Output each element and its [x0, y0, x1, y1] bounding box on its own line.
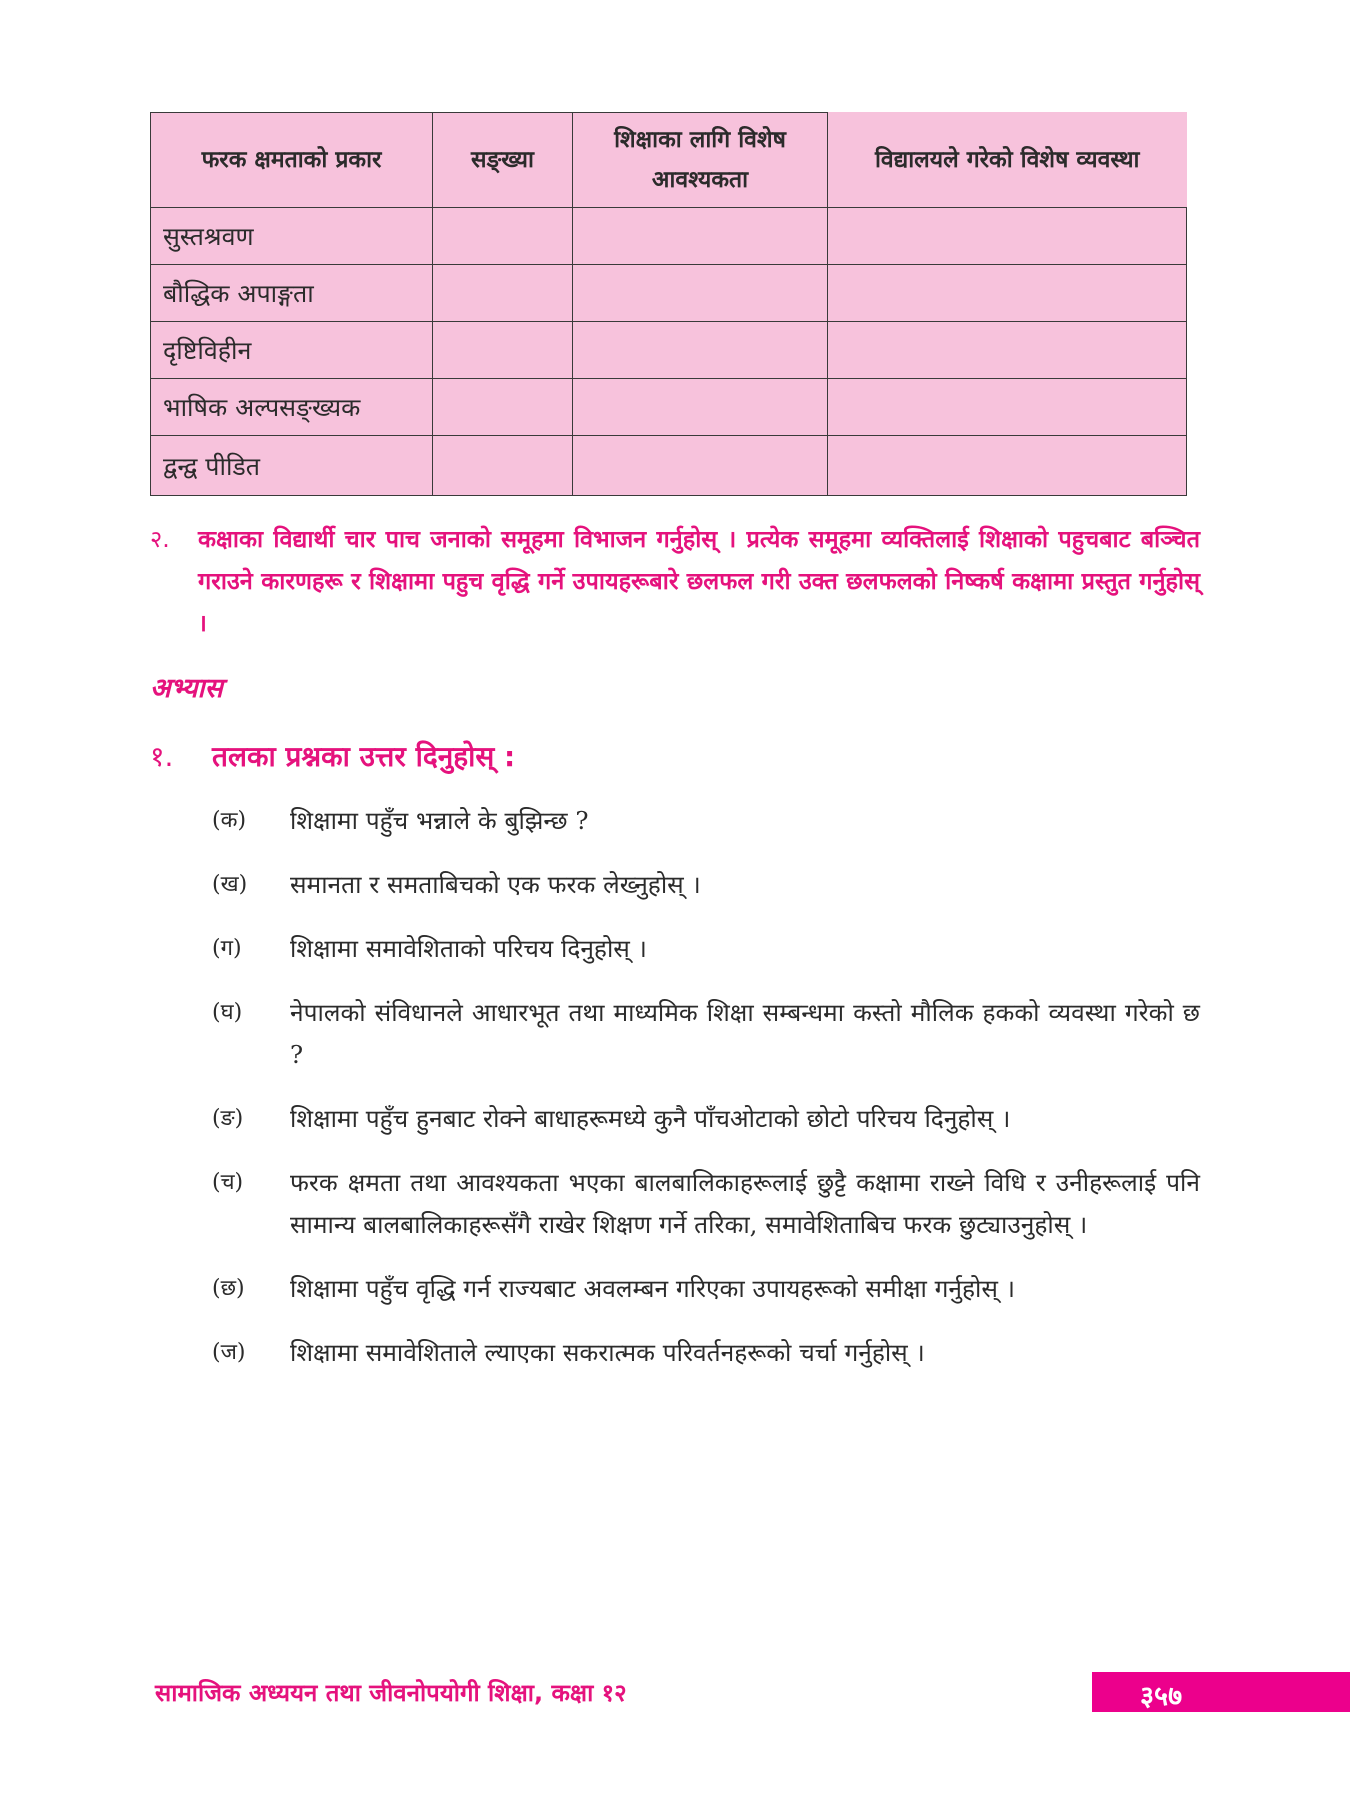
question-text: शिक्षामा समावेशिताले ल्याएका सकरात्मक परिवर्तनहरूको चर्चा गर्नुहोस् । [290, 1338, 925, 1367]
footer-book-title: सामाजिक अध्ययन तथा जीवनोपयोगी शिक्षा, कक्षा १२ [155, 1679, 627, 1707]
question-text: शिक्षामा पहुँच भन्नाले के बुझिन्छ ? [290, 806, 589, 835]
activity-2-number: २. [150, 525, 170, 553]
list-item [212, 1268, 1200, 1310]
table-row [151, 265, 1187, 322]
page-number-badge [1092, 1672, 1350, 1712]
cell-count [433, 379, 573, 436]
list-item [212, 864, 1200, 906]
question-label: (ङ) [212, 1106, 244, 1131]
cell-need [573, 379, 828, 436]
cell-arrangement [828, 265, 1187, 322]
question-label: (घ) [212, 1000, 243, 1025]
cell-type: द्वन्द्व पीडित [151, 436, 433, 496]
question-1-title: तलका प्रश्नका उत्तर दिनुहोस् : [212, 740, 516, 773]
header-school-arrangement: विद्यालयले गरेको विशेष व्यवस्था [828, 113, 1187, 208]
question-label: (छ) [212, 1276, 245, 1301]
cell-arrangement [828, 379, 1187, 436]
cell-type: दृष्टिविहीन [151, 322, 433, 379]
list-item [212, 800, 1200, 842]
question-text: नेपालको संविधानले आधारभूत तथा माध्यमिक शिक्षा सम्बन्धमा कस्तो मौलिक हकको व्यवस्था गरेको छ ? [290, 998, 1200, 1069]
header-count: सङ्ख्या [433, 113, 573, 208]
question-text: फरक क्षमता तथा आवश्यकता भएका बालबालिकाहरूलाई छुट्टै कक्षामा राख्ने विधि र उनीहरूलाई पनि सामान्य बालबालिकाहरूसँगै राखेर शिक्षण गर्ने तरिका, समावेशिताबिच फरक छुट्याउनुहोस् । [290, 1168, 1200, 1239]
question-text: समानता र समताबिचको एक फरक लेख्नुहोस् । [290, 870, 701, 899]
cell-type: सुस्तश्रवण [151, 208, 433, 265]
cell-count [433, 265, 573, 322]
cell-count [433, 322, 573, 379]
header-disability-type: फरक क्षमताको प्रकार [151, 113, 433, 208]
table-row [151, 322, 1187, 379]
question-text: शिक्षामा पहुँच हुनबाट रोक्ने बाधाहरूमध्ये कुनै पाँचओटाको छोटो परिचय दिनुहोस् । [290, 1104, 1011, 1133]
cell-type: बौद्धिक अपाङ्गता [151, 265, 433, 322]
cell-arrangement [828, 208, 1187, 265]
cell-arrangement [828, 322, 1187, 379]
activity-2 [150, 518, 1200, 644]
header-special-need: शिक्षाका लागि विशेष आवश्यकता [573, 113, 828, 208]
cell-need [573, 208, 828, 265]
question-label: (च) [212, 1170, 244, 1195]
cell-count [433, 208, 573, 265]
cell-need [573, 265, 828, 322]
cell-arrangement [828, 436, 1187, 496]
table-header-row [151, 113, 1187, 208]
question-text: शिक्षामा समावेशिताको परिचय दिनुहोस् । [290, 934, 647, 963]
cell-count [433, 436, 573, 496]
question-text: शिक्षामा पहुँच वृद्धि गर्न राज्यबाट अवलम्बन गरिएका उपायहरूको समीक्षा गर्नुहोस् । [290, 1274, 1016, 1303]
question-1-number: १. [150, 740, 174, 773]
table-row [151, 436, 1187, 496]
cell-need [573, 436, 828, 496]
list-item [212, 992, 1200, 1076]
question-label: (ज) [212, 1340, 246, 1365]
question-label: (ख) [212, 872, 248, 897]
list-item [212, 1098, 1200, 1140]
disability-table-wrapper [150, 112, 1194, 496]
list-item [212, 1332, 1200, 1374]
list-item [212, 1162, 1200, 1246]
exercise-heading: अभ्यास [150, 673, 223, 704]
activity-2-text: कक्षाका विद्यार्थी चार पाच जनाको समूहमा विभाजन गर्नुहोस् । प्रत्येक समूहमा व्यक्तिलाई शिक्षाको पहुचबाट बञ्चित गराउने कारणहरू र शिक्षामा पहुच वृद्धि गर्ने उपायहरूबारे छलफल गरी उक्त छलफलको निष्कर्ष कक्षामा प्रस्तुत गर्नुहोस् । [198, 525, 1200, 637]
question-label: (क) [212, 808, 247, 833]
list-item [212, 928, 1200, 970]
page-number: ३५७ [1140, 1681, 1183, 1712]
cell-type: भाषिक अल्पसङ्ख्यक [151, 379, 433, 436]
question-label: (ग) [212, 936, 242, 961]
question-1-heading [150, 737, 515, 775]
table-row [151, 208, 1187, 265]
question-list [212, 800, 1200, 1396]
cell-need [573, 322, 828, 379]
table-row [151, 379, 1187, 436]
disability-table [150, 112, 1187, 496]
